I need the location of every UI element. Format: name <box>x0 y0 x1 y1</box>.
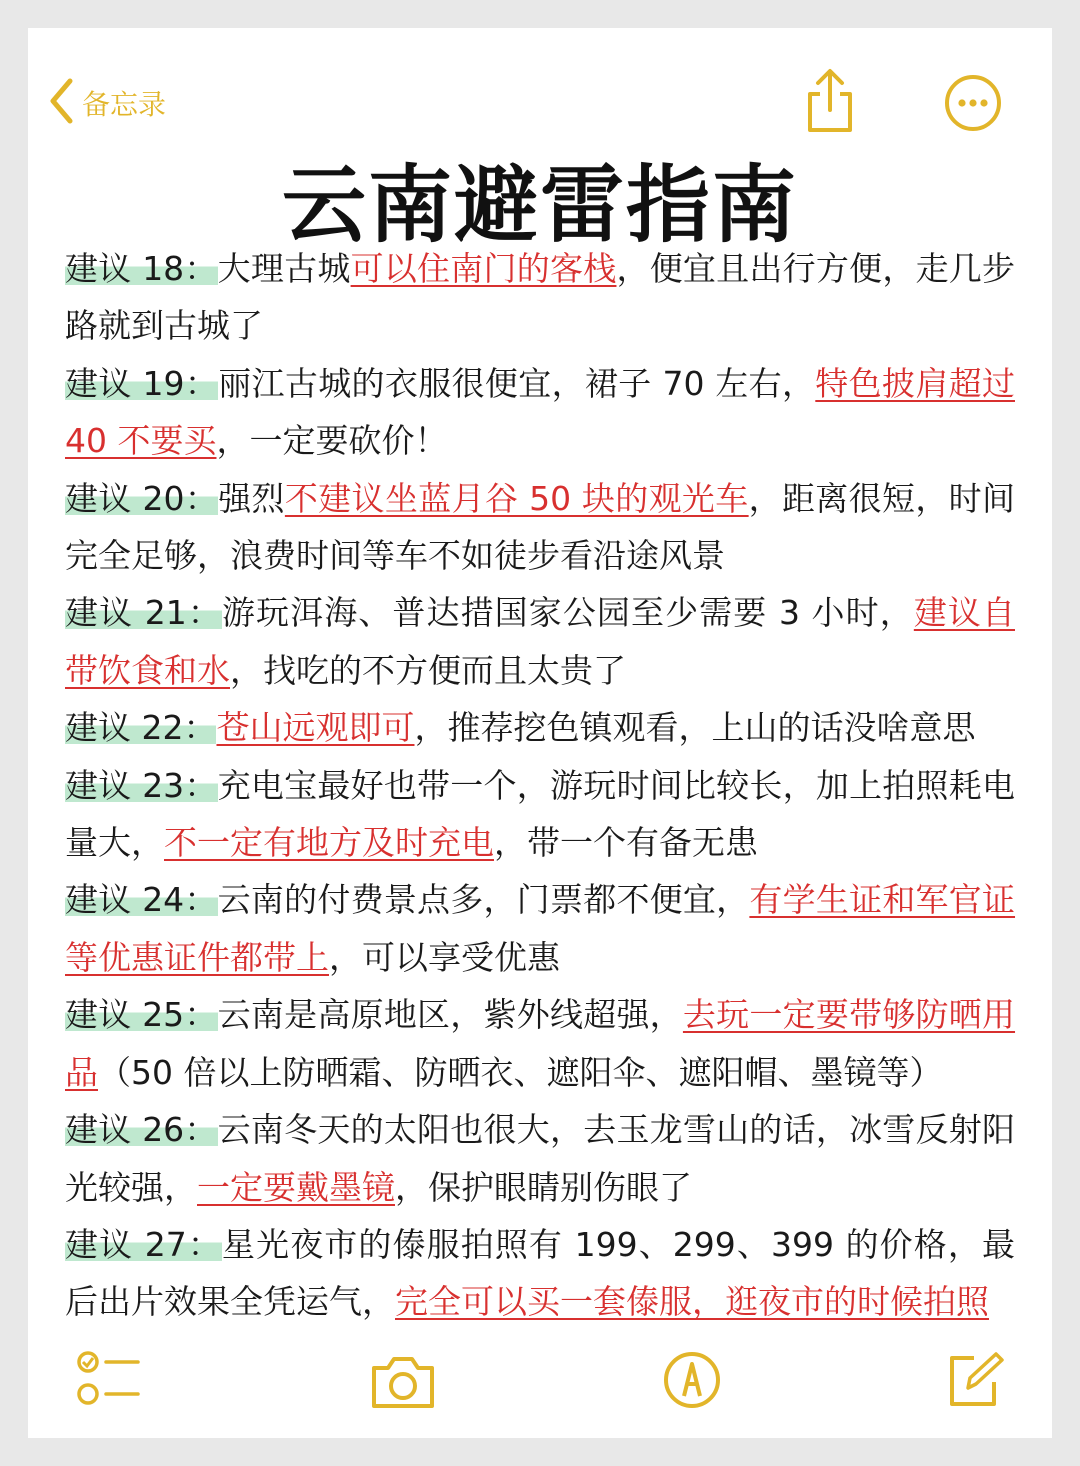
tip-item <box>65 355 1015 470</box>
tip-text: ，推荐挖色镇观看，上山的话没啥意思 <box>414 708 976 748</box>
tip-text: 云南的付费景点多，门票都不便宜， <box>217 880 750 920</box>
tip-item <box>65 699 1015 756</box>
tip-emphasis: 完全可以买一套傣服，逛夜市的时候拍照 <box>395 1282 989 1322</box>
tip-text: 星光夜市的傣服拍照有 199、299、399 的价格，最后出片效果全凭运气， <box>65 1224 1015 1322</box>
tip-label: 建议 18： <box>65 249 218 288</box>
tip-label: 建议 20： <box>65 478 219 518</box>
share-icon[interactable] <box>804 68 856 138</box>
tip-emphasis: 不一定有地方及时充电 <box>164 823 494 863</box>
tip-text: ，保护眼睛别伤眼了 <box>395 1167 692 1207</box>
tip-label: 建议 26： <box>65 1110 218 1150</box>
markup-pen-icon[interactable] <box>662 1350 722 1414</box>
tip-label: 建议 24： <box>65 880 218 920</box>
tip-text: ，一定要砍价！ <box>216 421 448 461</box>
checklist-icon[interactable] <box>76 1348 142 1414</box>
more-icon[interactable] <box>944 74 1002 136</box>
chevron-left-icon <box>48 78 74 128</box>
tip-text: ，找吃的不方便而且太贵了 <box>230 650 626 690</box>
tip-label: 建议 21： <box>65 593 222 633</box>
tip-emphasis: 去玩一定要带够防晒用品 <box>65 995 1016 1092</box>
tip-label: 建议 22： <box>65 708 217 748</box>
page-title: 云南避雷指南 <box>281 156 798 254</box>
tip-text: 大理古城 <box>217 249 351 288</box>
tips-list <box>65 240 1015 1331</box>
tip-text: ，带一个有备无患 <box>494 823 758 863</box>
tip-text: 云南冬天的太阳也很大，去玉龙雪山的话，冰雪反射阳光较强， <box>65 1110 1016 1207</box>
tip-item <box>65 240 1015 355</box>
tip-emphasis: 不建议坐蓝月谷 50 块的观光车 <box>284 478 749 518</box>
tip-emphasis: 有学生证和军官证等优惠证件都带上 <box>65 880 1016 977</box>
tip-emphasis: 一定要戴墨镜 <box>197 1167 395 1207</box>
back-label: 备忘录 <box>82 88 167 121</box>
tip-item <box>65 986 1015 1101</box>
tip-item <box>65 1101 1015 1216</box>
camera-icon[interactable] <box>368 1354 438 1414</box>
tip-text: ，可以享受优惠 <box>329 937 560 977</box>
tip-item <box>65 470 1015 585</box>
tip-emphasis: 建议自带饮食和水 <box>65 593 1015 690</box>
tip-label: 建议 25： <box>65 995 218 1035</box>
back-button[interactable] <box>48 78 166 128</box>
tip-item <box>65 584 1015 699</box>
note-page <box>28 28 1052 1438</box>
tip-item <box>65 757 1015 872</box>
tip-emphasis: 可以住南门的客栈 <box>350 249 617 288</box>
tip-text: 强烈 <box>218 478 285 518</box>
bottom-toolbar <box>28 1348 1052 1428</box>
tip-emphasis: 特色披肩超过 40 不要买 <box>65 363 1015 461</box>
tip-text: ，便宜且出行方便，走几步路就到古城了 <box>65 249 1016 346</box>
tip-text: （50 倍以上防晒霜、防晒衣、遮阳伞、遮阳帽、墨镜等） <box>98 1052 943 1092</box>
tip-item <box>65 871 1015 986</box>
compose-icon[interactable] <box>946 1350 1006 1414</box>
tip-text: 充电宝最好也带一个，游玩时间比较长，加上拍照耗电量大， <box>65 765 1016 863</box>
tip-text: 游玩洱海、普达措国家公园至少需要 3 小时， <box>221 593 914 633</box>
tip-text: ，距离很短，时间完全足够，浪费时间等车不如徒步看沿途风景 <box>65 478 1016 576</box>
tip-label: 建议 27： <box>65 1224 222 1264</box>
tip-emphasis: 苍山远观即可 <box>216 708 415 748</box>
tip-label: 建议 19： <box>65 363 219 403</box>
tip-label: 建议 23： <box>65 765 218 805</box>
tip-text: 云南是高原地区，紫外线超强， <box>217 995 683 1035</box>
tip-item <box>65 1216 1015 1331</box>
tip-text: 丽江古城的衣服很便宜，裙子 70 左右， <box>218 363 816 403</box>
